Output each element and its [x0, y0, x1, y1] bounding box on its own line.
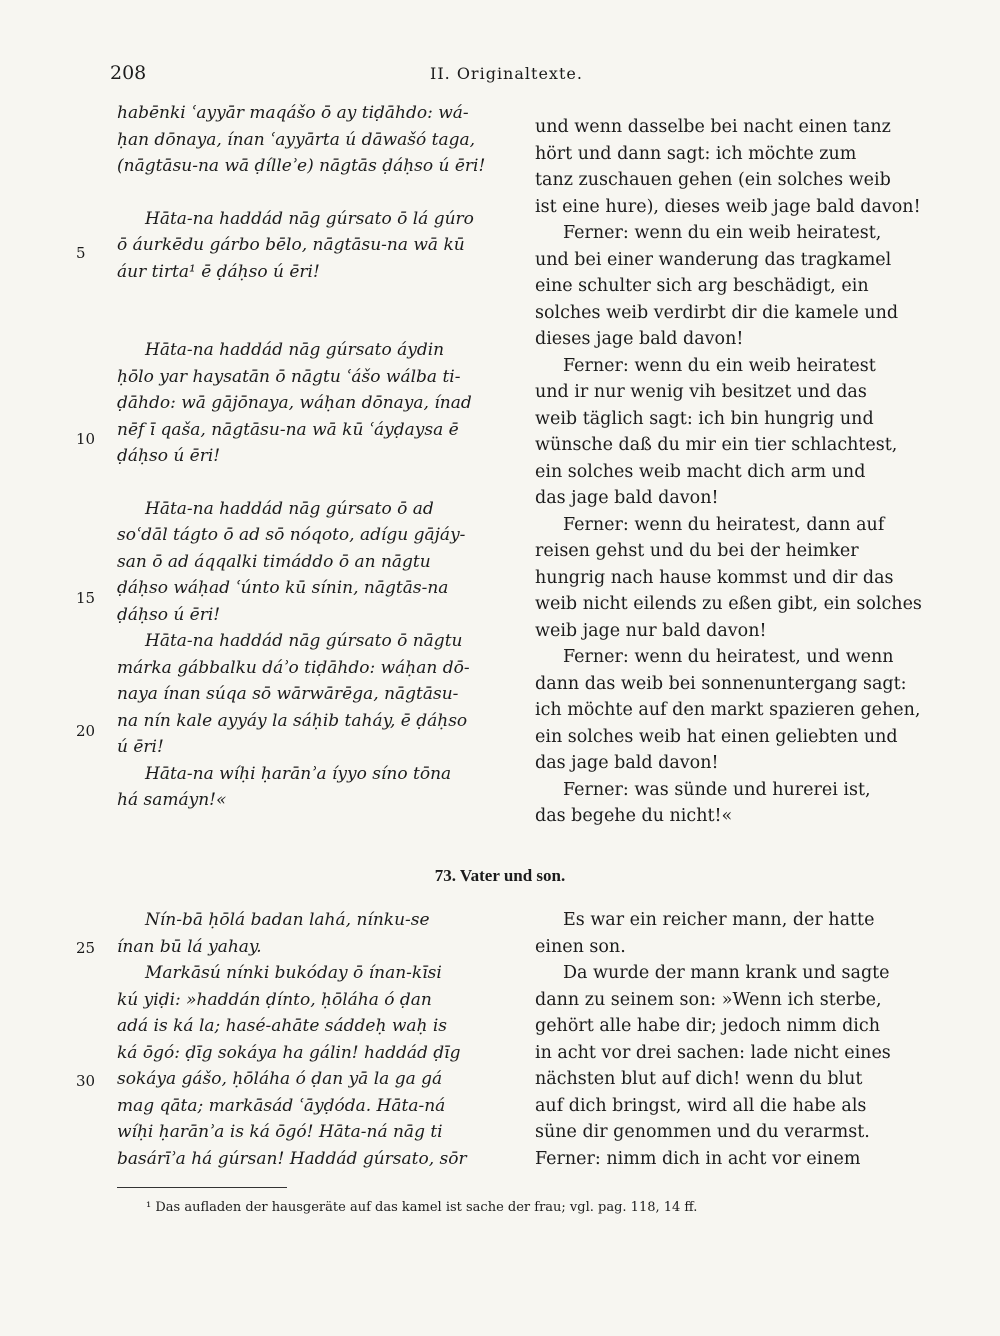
text-line: ú ēri!: [117, 737, 164, 757]
text-line: ḍáḥso wáḥad ʿúnto kū sínin, nāgtās-na: [117, 578, 449, 598]
text-line: das begehe du nicht!«: [535, 806, 733, 826]
text-line: márka gábbalku dáʾo tiḍāhdo: wáḥan dō-: [117, 657, 470, 678]
text-line: kú yiḍi: »haddán ḍínto, ḥōláha ó ḍan: [117, 989, 432, 1010]
text-line: Da wurde der mann krank und sagte: [563, 963, 890, 983]
text-line: (nāgtāsu-na wā ḍílleʾe) nāgtās ḍáḥso ú ēri!: [117, 156, 486, 176]
text-line: eine schulter sich arg beschädigt, ein: [535, 276, 869, 296]
text-line: mag qāta; markāsád ʿāyḍóda. Hāta-ná: [117, 1095, 446, 1116]
line-number: 5: [76, 244, 86, 262]
line-number: 30: [76, 1072, 96, 1090]
text-line: nēf ī qaša, nāgtāsu-na wā kū ʿáyḍaysa ē: [117, 419, 459, 440]
text-line: soʿdāl tágto ō ad sō nóqoto, adígu gājáy-: [117, 525, 466, 545]
text-line: süne dir genommen und du verarmst.: [535, 1122, 870, 1142]
text-line: Ferner: wenn du heiratest, dann auf: [563, 514, 885, 535]
somali-text-column-2: [117, 907, 507, 1172]
text-line: Hāta-na haddád nāg gúrsato ō lá gúro: [145, 208, 474, 229]
text-line: dieses jage bald davon!: [535, 329, 744, 349]
text-line: nächsten blut auf dich! wenn du blut: [535, 1069, 863, 1089]
text-line: ká ōgó: ḍīg sokáya ha gálin! haddád ḍīg: [117, 1042, 461, 1063]
page-number: 208: [110, 62, 147, 84]
text-line: das jage bald davon!: [535, 753, 719, 773]
text-line: dann zu seinem son: »Wenn ich sterbe,: [535, 989, 882, 1010]
text-line: einen son.: [535, 936, 626, 957]
text-line: das jage bald davon!: [535, 488, 719, 508]
text-line: und ir nur wenig vih besitzet und das: [535, 382, 867, 402]
text-line: weib nicht eilends zu eßen gibt, ein solches: [535, 594, 922, 614]
text-line: weib täglich sagt: ich bin hungrig und: [535, 408, 874, 429]
text-line: Hāta-na wíḥi ḥarānʾa íyyo síno tōna: [145, 763, 452, 784]
text-line: auf dich bringst, wird all die habe als: [535, 1095, 867, 1116]
text-line: ḍáḥso ú ēri!: [117, 446, 221, 466]
text-line: tanz zuschauen gehen (ein solches weib: [535, 170, 891, 190]
text-line: Es war ein reicher mann, der hatte: [563, 910, 875, 930]
text-line: Hāta-na haddád nāg gúrsato ō nāgtu: [145, 631, 463, 651]
text-line: Ferner: wenn du ein weib heiratest,: [563, 223, 882, 243]
text-line: ein solches weib hat einen geliebten und: [535, 726, 898, 747]
text-line: hungrig nach hause kommst und dir das: [535, 567, 894, 588]
line-number: 20: [76, 722, 96, 740]
text-line: weib jage nur bald davon!: [535, 620, 767, 641]
text-line: solches weib verdirbt dir die kamele und: [535, 302, 899, 323]
text-line: basárīʾa há gúrsan! Haddád gúrsato, sōr: [117, 1148, 467, 1169]
text-line: áur tirta¹ ē ḍáḥso ú ēri!: [117, 261, 320, 282]
text-line: wünsche daß du mir ein tier schlachtest,: [535, 435, 898, 455]
text-line: san ō ad áqqalki timáddo ō an nāgtu: [117, 551, 431, 572]
line-number: 25: [76, 939, 96, 957]
text-line: Ferner: was sünde und hurerei ist,: [563, 779, 871, 800]
text-line: hört und dann sagt: ich möchte zum: [535, 143, 857, 164]
text-line: na nín kale ayyáy la sáḥib taháy, ē ḍáḥso: [117, 710, 468, 731]
footnote-rule: [117, 1187, 287, 1188]
text-line: ḥōlo yar haysatān ō nāgtu ʿášo wálba ti-: [117, 366, 461, 387]
text-line: reisen gehst und du bei der heimker: [535, 541, 859, 561]
line-number: 15: [76, 589, 96, 607]
text-line: und bei einer wanderung das tragkamel: [535, 249, 892, 270]
text-line: und wenn dasselbe bei nacht einen tanz: [535, 117, 891, 137]
text-line: adá is ká la; hasé-ahāte sáddeḥ waḥ is: [117, 1016, 448, 1036]
text-line: ō áurkēdu gárbo bēlo, nāgtāsu-na wā kū: [117, 235, 465, 255]
german-translation-column: [535, 114, 925, 830]
footnote: ¹ Das aufladen der hausgeräte auf das kamel ist sache der frau; vgl. pag. 118, 14 ff.: [146, 1200, 698, 1215]
text-line: há samáyn!«: [117, 790, 227, 810]
running-head: II. Originaltexte.: [430, 64, 583, 83]
line-number: 10: [76, 430, 96, 448]
text-line: Ferner: wenn du ein weib heiratest: [563, 355, 876, 376]
text-line: wíḥi ḥarānʾa is ká ōgó! Hāta-ná nāg ti: [117, 1122, 443, 1142]
text-line: Markāsú nínki bukóday ō ínan-kīsi: [145, 963, 442, 983]
text-line: gehört alle habe dir; jedoch nimm dich: [535, 1016, 880, 1036]
text-line: dann das weib bei sonnenuntergang sagt:: [535, 673, 907, 694]
text-line: Hāta-na haddád nāg gúrsato ō ad: [145, 498, 434, 519]
text-line: Ferner: nimm dich in acht vor einem: [535, 1148, 861, 1169]
text-line: ínan bū lá yahay.: [117, 936, 262, 957]
german-translation-column-2: [535, 907, 925, 1172]
text-line: ḍáḥso ú ēri!: [117, 604, 221, 625]
text-line: ein solches weib macht dich arm und: [535, 461, 866, 482]
text-line: ḥan dōnaya, ínan ʿayyārta ú dāwašó taga,: [117, 129, 476, 150]
text-line: ḍāhdo: wā gājōnaya, wáḥan dōnaya, ínad: [117, 393, 472, 413]
text-line: ist eine hure), dieses weib jage bald davon!: [535, 196, 921, 217]
text-line: habēnki ʿayyār maqášo ō ay tiḍāhdo: wá-: [117, 103, 469, 123]
somali-text-column: [117, 100, 507, 814]
text-line: Ferner: wenn du heiratest, und wenn: [563, 647, 894, 667]
text-line: Nín-bā ḥōlá badan lahá, nínku-se: [145, 910, 430, 930]
text-line: ich möchte auf den markt spazieren gehen,: [535, 700, 921, 720]
text-line: naya ínan súqa sō wārwārēga, nāgtāsu-: [117, 684, 459, 704]
text-line: Hāta-na haddád nāg gúrsato áydin: [145, 340, 445, 360]
text-line: in acht vor drei sachen: lade nicht eines: [535, 1042, 891, 1063]
section-heading: 73. Vater und son.: [434, 866, 566, 885]
text-line: sokáya gášo, ḥōláha ó ḍan yā la ga gá: [117, 1069, 443, 1089]
